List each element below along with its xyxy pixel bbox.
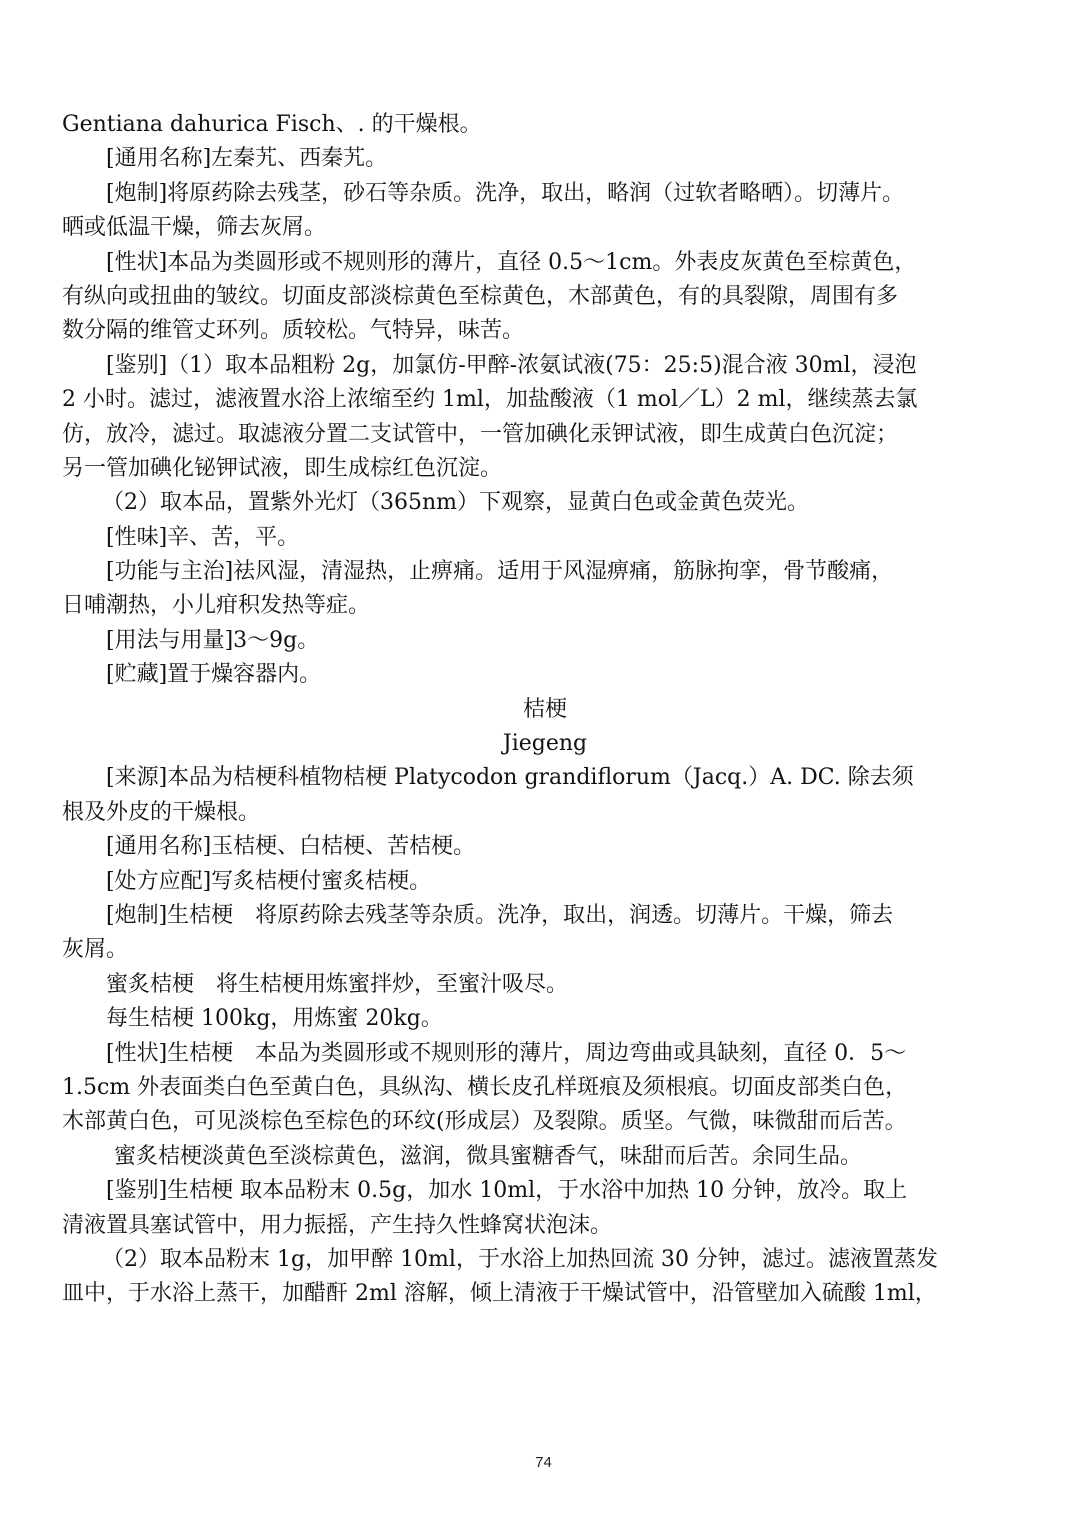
text-line: 晒或低温干燥，筛去灰屑。 [62,215,327,241]
text-line: 皿中，于水浴上蒸干，加醋酐 2ml 溶解，倾上清液于干燥试管中，沿管壁加入硫酸 1ml， [62,1281,937,1307]
paragraph-characteristics: [性状]本品为类圆形或不规则形的薄片，直径 0.5～1cm。外表皮灰黄色至棕黄色， [106,249,917,275]
paragraph-identification-2: （2）取本品粉末 1g，加甲醉 10ml，于水浴上加热回流 30 分钟，滤过。滤液置蒸发 [102,1246,938,1272]
text-line: 木部黄白色，可见淡棕色至棕色的环纹(形成层）及裂隙。质坚。气微，味微甜而后苦。 [62,1109,907,1135]
paragraph-characteristics: [性状]生桔梗 本品为类圆形或不规则形的薄片，周边弯曲或具缺刻，直径 0．5～ [106,1040,907,1066]
section-title: 桔梗 [522,696,567,722]
paragraph-common-names: [通用名称]玉桔梗、白桔梗、苦桔梗。 [106,834,476,860]
paragraph-source: [来源]本品为桔梗科植物桔梗 Platycodon grandiflorum（Jacq.）A. DC. 除去须 [106,765,914,791]
paragraph-processing: [炮制]生桔梗 将原药除去残茎等杂质。洗净，取出，润透。切薄片。干燥，筛去 [106,902,894,928]
text-line: 有纵向或扭曲的皱纹。切面皮部淡棕黄色至棕黄色，木部黄色，有的具裂隙，周围有多 [62,283,899,309]
paragraph-function: [功能与主治]祛风湿，清湿热，止痹痛。适用于风湿痹痛，筋脉拘挛，骨节酸痛， [106,559,894,585]
text-line: 2 小时。滤过，滤液置水浴上浓缩至约 1ml，加盐酸液（1 mol／L）2 ml，继续蒸去氯 [62,387,918,413]
text-line: 根及外皮的干燥根。 [62,799,261,825]
text-line: 仿，放冷，滤过。取滤液分置二支试管中，一管加碘化汞钾试液，即生成黄白色沉淀； [62,421,899,447]
paragraph-common-names: [通用名称]左秦艽、西秦艽。 [106,146,388,172]
paragraph-identification: [鉴别]（1）取本品粗粉 2g，加氯仿-甲醉-浓氨试液(75：25:5)混合液 30ml，浸泡 [106,352,917,378]
text-line: Gentiana dahurica Fisch、. 的干燥根。 [62,112,482,137]
paragraph-ratio: 每生桔梗 100kg，用炼蜜 20kg。 [106,1006,443,1032]
paragraph-prescription: [处方应配]写炙桔梗付蜜炙桔梗。 [106,868,432,894]
paragraph-identification: [鉴别]生桔梗 取本品粉末 0.5g，加水 10ml，于水浴中加热 10 分钟，放冷。取上 [106,1178,908,1204]
paragraph-taste: [性味]辛、苦，平。 [106,524,300,550]
section-subtitle: Jiegeng [502,731,588,757]
text-line: 数分隔的维管丈环列。质较松。气特异，味苦。 [62,318,525,344]
paragraph-dosage: [用法与用量]3～9g。 [106,627,320,653]
text-line: 灰屑。 [62,937,129,963]
text-line: 另一管加碘化铋钾试液，即生成棕红色沉淀。 [62,455,503,481]
page-number: 74 [535,1454,552,1471]
text-line: 1.5cm 外表面类白色至黄白色，具纵沟、横长皮孔样斑痕及须根痕。切面皮部类白色， [62,1074,908,1100]
paragraph-processing: [炮制]将原药除去残茎，砂石等杂质。洗净，取出，略润（过软者略晒）。切薄片。 [106,180,905,206]
text-body [62,108,1028,1312]
text-line: 清液置具塞试管中，用力振摇，产生持久性蜂窝状泡沫。 [62,1212,613,1238]
paragraph-honey-characteristics: 蜜炙桔梗淡黄色至淡棕黄色，滋润，微具蜜糖香气，味甜而后苦。余同生品。 [114,1143,863,1169]
text-line: 日哺潮热，小儿疳积发热等症。 [62,593,371,619]
paragraph-identification-2: （2）取本品，置紫外光灯（365nm）下观察，显黄白色或金黄色荧光。 [102,490,810,516]
paragraph-storage: [贮藏]置于燥容器内。 [106,662,322,688]
paragraph-honey-processing: 蜜炙桔梗 将生桔梗用炼蜜拌炒，至蜜汁吸尽。 [106,971,569,997]
